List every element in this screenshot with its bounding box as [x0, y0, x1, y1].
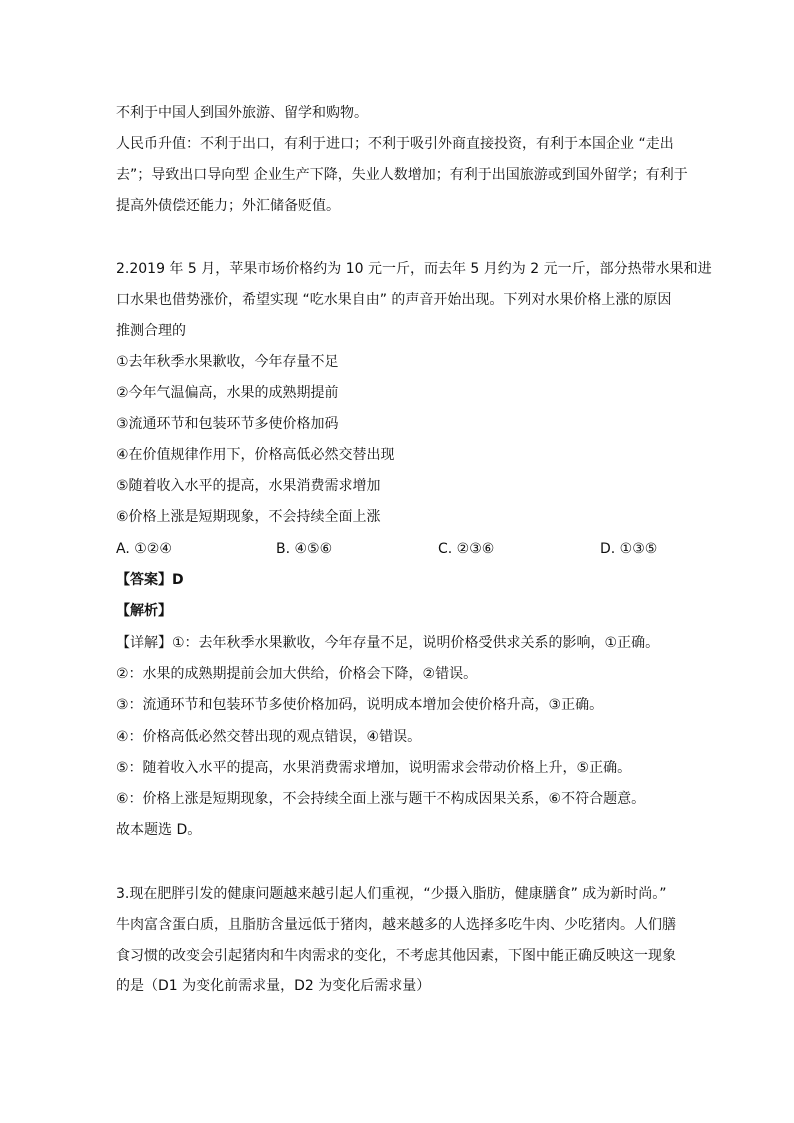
q2-stem-line-1: 2.2019 年 5 月，苹果市场价格约为 10 元一斤，而去年 5 月约为 2 元一斤，部分热带水果和进: [116, 261, 712, 277]
q2-option-b: B. ④⑤⑥: [276, 541, 333, 557]
q2-item: ②今年气温偏高，水果的成熟期提前: [116, 385, 339, 401]
q2-detail-line: ③：流通环节和包装环节多使价格加码，说明成本增加会使价格升高，③正确。: [116, 697, 604, 713]
intro-line-3: 去”；导致出口导向型 企业生产下降，失业人数增加；有利于出国旅游或到国外留学；有利于: [116, 167, 688, 183]
q2-option-a: A. ①②④: [116, 541, 172, 557]
q3-stem-line-4: 的是（D1 为变化前需求量，D2 为变化后需求量）: [116, 978, 431, 994]
q2-stem-line-2: 口水果也借势涨价，希望实现 “吃水果自由” 的声音开始出现。下列对水果价格上涨的原因: [116, 292, 672, 308]
intro-line-2: 人民币升值：不利于出口，有利于进口；不利于吸引外商直接投资，有利于本国企业 “走出: [116, 136, 674, 152]
q2-option-d: D. ①③⑤: [600, 541, 658, 557]
q3-stem-line-3: 食习惯的改变会引起猪肉和牛肉需求的变化，不考虑其他因素，下图中能正确反映这一现象: [116, 948, 676, 964]
q2-option-c: C. ②③⑥: [438, 541, 495, 557]
q2-answer: 【答案】D: [116, 572, 184, 588]
q2-detail-line: ⑤：随着收入水平的提高，水果消费需求增加，说明需求会带动价格上升，⑤正确。: [116, 760, 632, 776]
intro-line-1: 不利于中国人到国外旅游、留学和购物。: [116, 105, 368, 121]
q2-stem-line-3: 推测合理的: [116, 323, 186, 339]
q2-detail-line: ⑥：价格上涨是短期现象，不会持续全面上涨与题干不构成因果关系，⑥不符合题意。: [116, 791, 646, 807]
q3-stem-line-2: 牛肉富含蛋白质，且脂肪含量远低于猪肉，越来越多的人选择多吃牛肉、少吃猪肉。人们膳: [116, 917, 676, 933]
q2-item: ③流通环节和包装环节多使价格加码: [116, 416, 339, 432]
q2-item: ①去年秋季水果歉收，今年存量不足: [116, 354, 339, 370]
q3-stem-line-1: 3.现在肥胖引发的健康问题越来越引起人们重视，“少摄入脂肪，健康膳食” 成为新时尚。”: [116, 886, 667, 902]
q2-analysis-label: 【解析】: [116, 603, 172, 619]
intro-line-4: 提高外债偿还能力；外汇储备贬值。: [116, 198, 340, 214]
q2-item: ④在价值规律作用下，价格高低必然交替出现: [116, 447, 395, 463]
q2-item: ⑤随着收入水平的提高，水果消费需求增加: [116, 478, 381, 494]
q2-detail-line: ②：水果的成熟期提前会加大供给，价格会下降，②错误。: [116, 666, 478, 682]
q2-detail-line: 【详解】①：去年秋季水果歉收，今年存量不足，说明价格受供求关系的影响，①正确。: [116, 635, 660, 651]
q2-item: ⑥价格上涨是短期现象，不会持续全面上涨: [116, 509, 381, 525]
q2-conclusion: 故本题选 D。: [116, 822, 202, 838]
q2-detail-line: ④：价格高低必然交替出现的观点错误，④错误。: [116, 729, 422, 745]
